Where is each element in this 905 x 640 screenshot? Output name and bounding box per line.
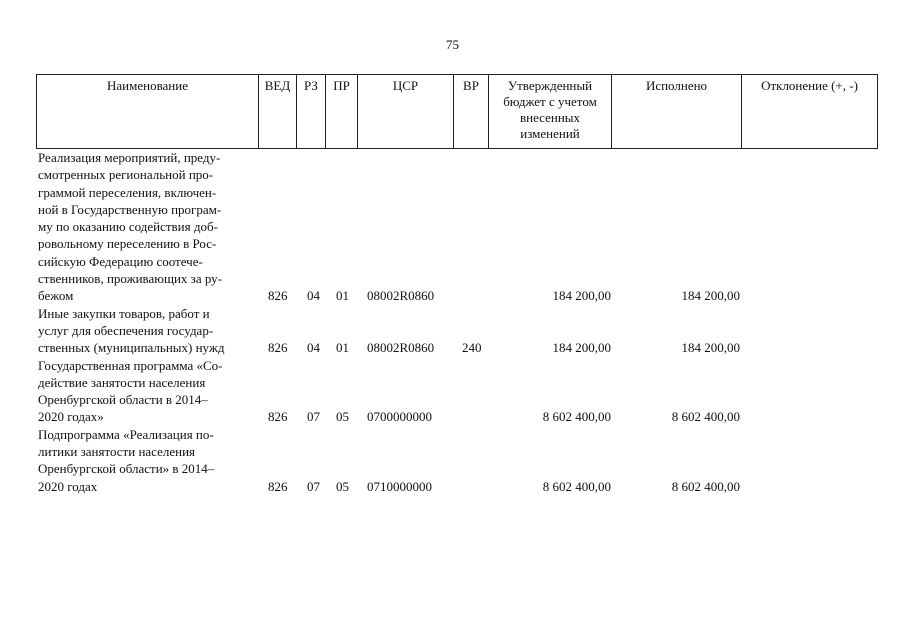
row-name	[36, 426, 260, 495]
row-rz: 07	[307, 478, 320, 494]
row-name-line: бежом	[38, 288, 74, 304]
column-header-deviation: Отклонение (+, -)	[742, 75, 878, 149]
row-name-line: граммой переселения, включен-	[38, 184, 217, 200]
column-header-budget: Утвержденный бюджет с учетом внесенных изменений	[489, 75, 612, 149]
row-executed: 184 200,00	[681, 288, 740, 304]
row-csr: 08002R0860	[367, 340, 435, 356]
row-vr: 240	[462, 340, 482, 356]
row-name-line: Оренбургской области» в 2014–	[38, 461, 215, 477]
row-name-line: ственников, проживающих за ру-	[38, 271, 222, 287]
table-body	[36, 149, 878, 495]
row-name	[36, 305, 260, 357]
row-name	[36, 149, 260, 305]
table-row	[36, 357, 878, 426]
row-ved: 826	[268, 340, 288, 356]
row-budget: 184 200,00	[552, 288, 611, 304]
column-header-pr: ПР	[326, 75, 358, 149]
row-rz: 04	[307, 288, 320, 304]
row-pr: 01	[336, 340, 349, 356]
row-executed: 8 602 400,00	[671, 409, 740, 425]
row-name-line: му по оказанию содействия доб-	[38, 219, 218, 235]
column-header-executed: Исполнено	[612, 75, 742, 149]
row-name-line: литики занятости населения	[38, 444, 196, 460]
row-pr: 01	[336, 288, 349, 304]
row-name-line: ровольному переселению в Рос-	[38, 236, 217, 252]
row-pr: 05	[336, 478, 349, 494]
row-name-line: сийскую Федерацию соотече-	[38, 253, 203, 269]
row-ved: 826	[268, 478, 288, 494]
table-header	[36, 74, 878, 149]
row-budget: 8 602 400,00	[542, 478, 611, 494]
table-row	[36, 305, 878, 357]
row-budget: 184 200,00	[552, 340, 611, 356]
row-name-line: ной в Государственную програм-	[38, 201, 222, 217]
row-name-line: 2020 годах	[38, 478, 98, 494]
table-row	[36, 426, 878, 495]
row-executed: 184 200,00	[681, 340, 740, 356]
row-csr: 0700000000	[367, 409, 432, 425]
row-ved: 826	[268, 409, 288, 425]
row-name-line: 2020 годах»	[38, 409, 104, 425]
row-name-line: Подпрограмма «Реализация по-	[38, 426, 214, 442]
column-header-rz: РЗ	[297, 75, 326, 149]
column-header-name: Наименование	[37, 75, 259, 149]
row-name-line: услуг для обеспечения государ-	[38, 322, 214, 338]
column-header-ved: ВЕД	[259, 75, 297, 149]
row-pr: 05	[336, 409, 349, 425]
row-name-line: Оренбургской области в 2014–	[38, 392, 208, 408]
row-name	[36, 357, 260, 426]
column-header-vr: ВР	[454, 75, 489, 149]
table-row	[36, 149, 878, 305]
row-name-line: Иные закупки товаров, работ и	[38, 305, 210, 321]
row-budget: 8 602 400,00	[542, 409, 611, 425]
row-csr: 08002R0860	[367, 288, 435, 304]
row-executed: 8 602 400,00	[671, 478, 740, 494]
page-number: 75	[446, 37, 459, 52]
row-name-line: действие занятости населения	[38, 374, 206, 390]
row-rz: 07	[307, 409, 320, 425]
row-name-line: смотренных региональной про-	[38, 167, 214, 183]
column-header-csr: ЦСР	[358, 75, 454, 149]
row-name-line: Реализация мероприятий, преду-	[38, 150, 221, 165]
row-name-line: ственных (муниципальных) нужд	[38, 340, 225, 356]
row-rz: 04	[307, 340, 320, 356]
row-name-line: Государственная программа «Со-	[38, 357, 223, 373]
row-ved: 826	[268, 288, 288, 304]
row-csr: 0710000000	[367, 478, 432, 494]
